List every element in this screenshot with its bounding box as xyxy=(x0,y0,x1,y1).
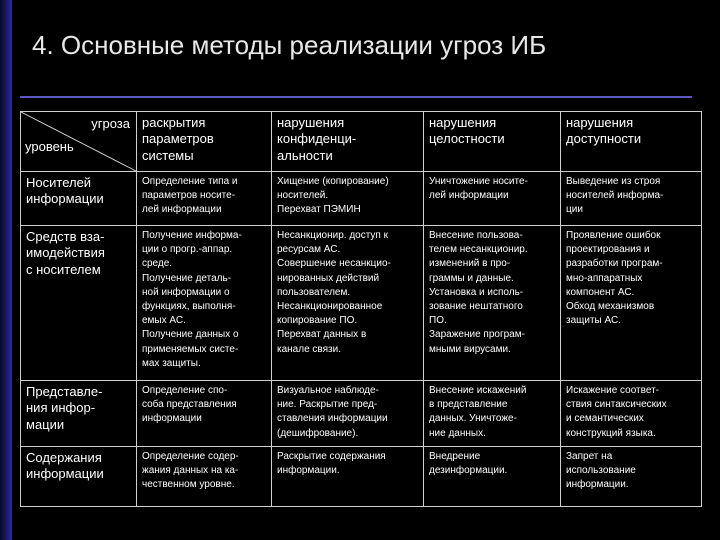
cell-line: Внесение искажений xyxy=(429,385,527,396)
cell-line: данных. Уничтоже- xyxy=(429,413,517,425)
cell-line: функциях, выполня- xyxy=(142,300,236,312)
slide-title: 4. Основные методы реализации угроз ИБ xyxy=(32,30,547,60)
cell-line: нарушения xyxy=(277,115,345,130)
cell-line: Определение содер- xyxy=(142,451,239,462)
table-row xyxy=(21,226,702,381)
cell-line: информации. xyxy=(566,479,629,491)
cell-line: альности xyxy=(277,147,333,163)
threat-methods-table xyxy=(20,111,702,507)
table-cell xyxy=(272,226,424,381)
cell-line: Уничтожение носите- xyxy=(429,176,528,187)
title-divider xyxy=(20,96,692,98)
cell-line: Перехват ПЭМИН xyxy=(277,204,361,216)
cell-line: дезинформации. xyxy=(429,465,508,477)
cell-line: Заражение програм- xyxy=(429,329,525,341)
column-header xyxy=(561,112,702,172)
table-cell xyxy=(424,172,561,226)
cell-line: проектирования и xyxy=(566,244,650,256)
column-header xyxy=(272,112,424,172)
cell-line: нированных действий xyxy=(277,272,380,284)
cell-line: параметров носите- xyxy=(142,190,236,202)
cell-line: Перехват данных в xyxy=(277,329,367,341)
cell-line: мными вирусами. xyxy=(429,343,511,355)
cell-line: ПО. xyxy=(429,315,447,327)
table-cell xyxy=(561,447,702,507)
cell-line: применяемых систе- xyxy=(142,343,239,355)
table-cell xyxy=(424,226,561,381)
table-cell xyxy=(561,172,702,226)
cell-line: и семантических xyxy=(566,413,644,425)
table-cell xyxy=(561,226,702,381)
cell-line: изменений в про- xyxy=(429,258,511,270)
cell-line: конфиденци- xyxy=(277,131,357,147)
cell-line: Средств вза- xyxy=(26,229,105,244)
table-cell xyxy=(272,381,424,447)
cell-line: ния инфор- xyxy=(26,400,96,416)
corner-label-threat: угроза xyxy=(91,116,130,131)
cell-line: ствия синтаксических xyxy=(566,399,667,411)
cell-line: нарушения xyxy=(429,115,497,130)
cell-line: мах защиты. xyxy=(142,357,201,369)
cell-line: нарушения xyxy=(566,115,634,130)
cell-line: Внедрение xyxy=(429,451,481,462)
cell-line: граммы и данные. xyxy=(429,272,514,284)
cell-line: информации xyxy=(26,466,104,482)
cell-line: системы xyxy=(142,147,194,163)
cell-line: Хищение (копирование) xyxy=(277,176,389,187)
cell-line: ции xyxy=(566,204,583,216)
table-header-row xyxy=(21,112,702,172)
cell-line: Внесение пользова- xyxy=(429,230,523,241)
cell-line: зование нештатного xyxy=(429,300,523,312)
cell-line: среде. xyxy=(142,258,173,270)
table-cell xyxy=(424,381,561,447)
cell-line: с носителем xyxy=(26,261,101,277)
cell-line: носителей информа- xyxy=(566,190,664,202)
cell-line: Представле- xyxy=(26,384,103,399)
cell-line: Выведение из строя xyxy=(566,176,661,187)
cell-line: Получение деталь- xyxy=(142,272,232,284)
cell-line: Получение данных о xyxy=(142,329,239,341)
corner-label-level: уровень xyxy=(25,139,74,154)
cell-line: Обход механизмов xyxy=(566,300,655,312)
cell-line: информации xyxy=(142,413,202,425)
table-cell xyxy=(137,172,272,226)
cell-line: лей информации xyxy=(142,204,222,216)
cell-line: Определение типа и xyxy=(142,176,238,187)
cell-line: лей информации xyxy=(429,190,509,202)
cell-line: разработки програм- xyxy=(566,258,663,270)
cell-line: ставления информации xyxy=(277,413,388,425)
cell-line: Несанкционир. доступ к xyxy=(277,230,389,241)
cell-line: канале связи. xyxy=(277,343,341,355)
cell-line: в представление xyxy=(429,399,508,411)
cell-line: мно-аппаратных xyxy=(566,272,643,284)
cell-line: ции о прогр.-аппар. xyxy=(142,244,233,256)
row-header xyxy=(21,381,137,447)
cell-line: ние. Раскрытие пред- xyxy=(277,399,378,411)
cell-line: жания данных на ка- xyxy=(142,465,239,477)
table-row xyxy=(21,172,702,226)
cell-line: соба представления xyxy=(142,399,237,411)
cell-line: Искажение соответ- xyxy=(566,385,659,396)
row-header xyxy=(21,226,137,381)
cell-line: копирование ПО. xyxy=(277,315,358,327)
row-header xyxy=(21,172,137,226)
table-row xyxy=(21,381,702,447)
cell-line: использование xyxy=(566,465,636,477)
table-cell xyxy=(137,447,272,507)
column-header xyxy=(424,112,561,172)
column-header xyxy=(137,112,272,172)
cell-line: телем несанкционир. xyxy=(429,244,528,256)
cell-line: целостности xyxy=(429,131,505,147)
table-cell xyxy=(272,447,424,507)
cell-line: имодействия xyxy=(26,245,105,261)
cell-line: доступности xyxy=(566,131,642,147)
table-cell xyxy=(137,381,272,447)
table-cell xyxy=(424,447,561,507)
cell-line: (дешифрование). xyxy=(277,427,359,439)
cell-line: чественном уровне. xyxy=(142,479,235,491)
cell-line: конструкций языка. xyxy=(566,427,656,439)
cell-line: Носителей xyxy=(26,175,92,190)
cell-line: пользователем. xyxy=(277,286,351,298)
cell-line: ресурсам АС. xyxy=(277,244,341,256)
table-cell xyxy=(137,226,272,381)
cell-line: информации xyxy=(26,191,104,207)
cell-line: компонент АС. xyxy=(566,286,635,298)
table-cell xyxy=(561,381,702,447)
table-cell xyxy=(272,172,424,226)
cell-line: носителей. xyxy=(277,190,329,202)
cell-line: емых АС. xyxy=(142,315,186,327)
cell-line: Содержания xyxy=(26,450,102,465)
cell-line: Получение информа- xyxy=(142,230,242,241)
cell-line: Несанкционированное xyxy=(277,300,383,312)
cell-line: ной информации о xyxy=(142,286,230,298)
cell-line: параметров xyxy=(142,131,214,147)
cell-line: мации xyxy=(26,416,65,432)
cell-line: Запрет на xyxy=(566,451,613,462)
cell-line: Раскрытие содержания xyxy=(277,451,386,462)
cell-line: Определение спо- xyxy=(142,385,228,396)
cell-line: защиты АС. xyxy=(566,315,621,327)
cell-line: раскрытия xyxy=(142,115,206,130)
cell-line: ние данных. xyxy=(429,427,486,439)
cell-line: Визуальное наблюде- xyxy=(277,385,379,396)
cell-line: Совершение несанкцио- xyxy=(277,258,391,270)
row-header xyxy=(21,447,137,507)
corner-cell xyxy=(21,112,137,172)
cell-line: информации. xyxy=(277,465,340,477)
table-row xyxy=(21,447,702,507)
cell-line: Проявление ошибок xyxy=(566,230,661,241)
cell-line: Установка и исполь- xyxy=(429,286,524,298)
slide-left-accent-bar xyxy=(0,0,12,540)
